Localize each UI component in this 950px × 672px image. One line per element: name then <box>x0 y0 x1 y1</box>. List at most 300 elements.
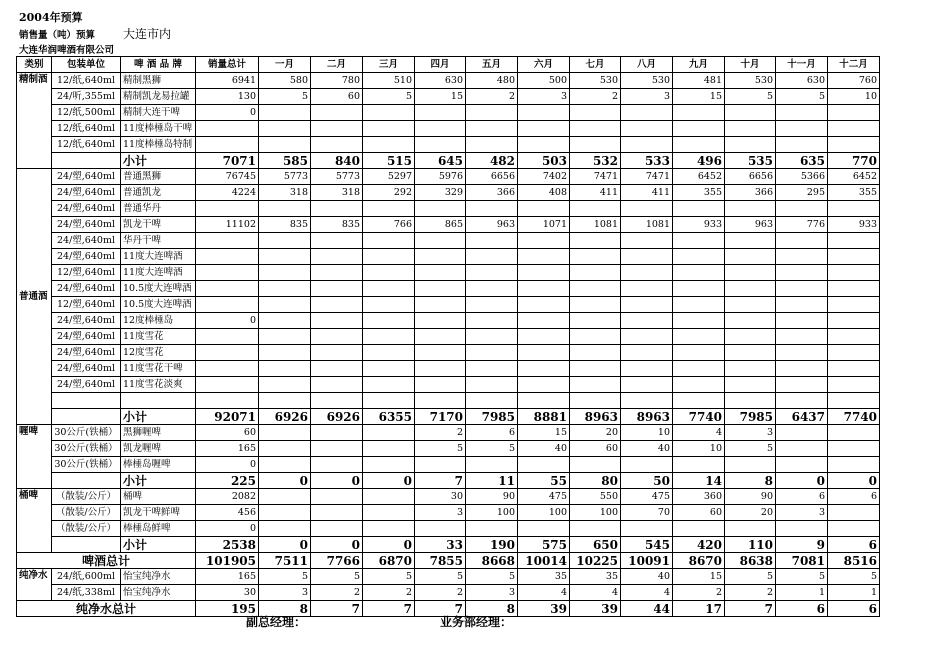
month-cell <box>466 377 518 393</box>
month-cell: 100 <box>570 505 621 521</box>
month-cell <box>673 329 725 345</box>
month-cell: 360 <box>673 489 725 505</box>
table-row <box>17 393 880 409</box>
month-cell: 5 <box>725 441 776 457</box>
month-cell: 3 <box>259 585 311 601</box>
month-cell <box>776 521 828 537</box>
table-row <box>17 281 880 297</box>
month-cell <box>466 105 518 121</box>
column-header: 啤 酒 品 牌 <box>121 57 196 73</box>
month-cell <box>828 297 880 313</box>
column-header: 八月 <box>621 57 673 73</box>
month-cell <box>725 377 776 393</box>
month-cell: 933 <box>673 217 725 233</box>
subtotal-month: 55 <box>518 473 570 489</box>
subtotal-month: 80 <box>570 473 621 489</box>
month-cell: 7402 <box>518 169 570 185</box>
month-cell <box>776 233 828 249</box>
column-header: 二月 <box>311 57 363 73</box>
subtotal-total: 92071 <box>196 409 259 425</box>
month-cell <box>776 313 828 329</box>
month-cell <box>621 345 673 361</box>
month-cell: 408 <box>518 185 570 201</box>
month-cell <box>725 313 776 329</box>
month-cell <box>570 265 621 281</box>
month-cell <box>570 457 621 473</box>
beer-total-month: 6870 <box>363 553 415 569</box>
month-cell: 60 <box>570 441 621 457</box>
month-cell: 776 <box>776 217 828 233</box>
month-cell: 5 <box>776 89 828 105</box>
table-row <box>17 361 880 377</box>
month-cell <box>259 281 311 297</box>
brand-cell: 10.5度大连啤酒 <box>121 297 196 313</box>
month-cell <box>415 361 466 377</box>
month-cell: 550 <box>570 489 621 505</box>
month-cell <box>363 265 415 281</box>
month-cell <box>621 105 673 121</box>
month-cell <box>311 457 363 473</box>
month-cell <box>466 297 518 313</box>
subtotal-month: 420 <box>673 537 725 553</box>
total-cell: 76745 <box>196 169 259 185</box>
month-cell <box>621 361 673 377</box>
month-cell <box>415 297 466 313</box>
table-row <box>17 585 880 601</box>
month-cell <box>828 249 880 265</box>
month-cell <box>518 297 570 313</box>
pack-unit-cell: 30公斤(铁桶） <box>52 457 121 473</box>
month-cell: 35 <box>570 569 621 585</box>
month-cell: 100 <box>518 505 570 521</box>
column-header: 十一月 <box>776 57 828 73</box>
month-cell: 5297 <box>363 169 415 185</box>
month-cell: 480 <box>466 73 518 89</box>
month-cell <box>673 249 725 265</box>
month-cell <box>673 457 725 473</box>
brand-cell: 12度雪花 <box>121 345 196 361</box>
month-cell <box>673 377 725 393</box>
brand-cell: 11度大连啤酒 <box>121 249 196 265</box>
water-total-month: 6 <box>776 601 828 617</box>
brand-cell: 凯龙干啤鲜啤 <box>121 505 196 521</box>
subtotal-label: 小计 <box>121 409 196 425</box>
month-cell: 2 <box>725 585 776 601</box>
column-header: 包装单位 <box>52 57 121 73</box>
month-cell <box>259 425 311 441</box>
month-cell <box>466 457 518 473</box>
table-row <box>17 489 880 505</box>
month-cell: 1 <box>776 585 828 601</box>
brand-cell: 华丹干啤 <box>121 233 196 249</box>
subtotal-row <box>17 409 880 425</box>
total-cell: 0 <box>196 521 259 537</box>
month-cell <box>311 377 363 393</box>
month-cell: 963 <box>466 217 518 233</box>
subtotal-month: 7985 <box>725 409 776 425</box>
total-cell <box>196 249 259 265</box>
month-cell: 40 <box>621 569 673 585</box>
water-total-month: 8 <box>259 601 311 617</box>
month-cell <box>415 393 466 409</box>
month-cell <box>518 265 570 281</box>
month-cell: 3 <box>466 585 518 601</box>
month-cell <box>415 521 466 537</box>
total-cell <box>196 137 259 153</box>
month-cell: 2 <box>363 585 415 601</box>
month-cell <box>363 377 415 393</box>
month-cell: 933 <box>828 217 880 233</box>
month-cell <box>466 393 518 409</box>
month-cell: 2 <box>311 585 363 601</box>
beer-total-month: 7766 <box>311 553 363 569</box>
brand-cell: 普通华丹 <box>121 201 196 217</box>
pack-unit-cell: 24/塑,640ml <box>52 201 121 217</box>
month-cell <box>621 233 673 249</box>
month-cell <box>570 233 621 249</box>
column-header: 三月 <box>363 57 415 73</box>
month-cell <box>776 361 828 377</box>
month-cell <box>518 361 570 377</box>
month-cell: 6656 <box>466 169 518 185</box>
subtotal-month: 6437 <box>776 409 828 425</box>
subtotal-total: 225 <box>196 473 259 489</box>
column-header: 七月 <box>570 57 621 73</box>
month-cell <box>311 425 363 441</box>
pack-unit-cell: 24/塑,640ml <box>52 281 121 297</box>
pack-unit-cell: 24/塑,640ml <box>52 313 121 329</box>
month-cell <box>518 457 570 473</box>
beer-total-month: 10014 <box>518 553 570 569</box>
water-total-month: 8 <box>466 601 518 617</box>
total-cell <box>196 297 259 313</box>
brand-cell: 精制凯龙易拉罐 <box>121 89 196 105</box>
total-cell: 130 <box>196 89 259 105</box>
total-cell <box>196 329 259 345</box>
subtotal-month: 0 <box>311 473 363 489</box>
total-cell <box>196 345 259 361</box>
month-cell: 580 <box>259 73 311 89</box>
month-cell <box>259 201 311 217</box>
month-cell: 5 <box>259 569 311 585</box>
table-row <box>17 137 880 153</box>
dept-manager-signature-label: 业务部经理： <box>440 615 513 629</box>
month-cell <box>776 137 828 153</box>
month-cell <box>570 345 621 361</box>
month-cell <box>621 521 673 537</box>
month-cell <box>776 249 828 265</box>
total-cell <box>196 393 259 409</box>
month-cell <box>828 377 880 393</box>
month-cell <box>621 297 673 313</box>
month-cell <box>518 233 570 249</box>
subtotal-month: 535 <box>725 153 776 169</box>
subtotal-month: 0 <box>311 537 363 553</box>
subtotal-month: 6926 <box>259 409 311 425</box>
month-cell <box>673 281 725 297</box>
month-cell: 5 <box>415 441 466 457</box>
month-cell <box>725 345 776 361</box>
month-cell <box>415 329 466 345</box>
subtotal-month: 6355 <box>363 409 415 425</box>
month-cell <box>776 201 828 217</box>
total-cell <box>196 233 259 249</box>
pack-unit-cell: 24/纸,338ml <box>52 585 121 601</box>
month-cell <box>621 265 673 281</box>
month-cell <box>415 345 466 361</box>
month-cell: 90 <box>725 489 776 505</box>
subtotal-month: 503 <box>518 153 570 169</box>
total-cell: 2082 <box>196 489 259 505</box>
month-cell <box>363 361 415 377</box>
month-cell: 475 <box>518 489 570 505</box>
table-row <box>17 73 880 89</box>
brand-cell <box>121 393 196 409</box>
month-cell <box>415 201 466 217</box>
unit-line: 销售量（吨）预算 <box>19 30 96 41</box>
month-cell <box>518 105 570 121</box>
month-cell <box>673 121 725 137</box>
subtotal-month: 515 <box>363 153 415 169</box>
month-cell <box>621 377 673 393</box>
water-total-month: 44 <box>621 601 673 617</box>
month-cell <box>311 345 363 361</box>
subtotal-month: 532 <box>570 153 621 169</box>
month-cell <box>259 361 311 377</box>
month-cell: 865 <box>415 217 466 233</box>
month-cell: 5 <box>776 569 828 585</box>
month-cell <box>673 105 725 121</box>
beer-total-label: 啤酒总计 <box>17 553 196 569</box>
subtotal-month: 9 <box>776 537 828 553</box>
subtotal-month: 50 <box>621 473 673 489</box>
subtotal-month: 585 <box>259 153 311 169</box>
month-cell: 835 <box>311 217 363 233</box>
subtotal-month: 6926 <box>311 409 363 425</box>
month-cell <box>415 105 466 121</box>
month-cell <box>311 313 363 329</box>
total-cell: 0 <box>196 105 259 121</box>
month-cell <box>518 329 570 345</box>
pack-unit-cell: 24/塑,640ml <box>52 169 121 185</box>
month-cell: 10 <box>828 89 880 105</box>
month-cell: 5366 <box>776 169 828 185</box>
table-row <box>17 249 880 265</box>
table-row <box>17 457 880 473</box>
brand-cell: 11度雪花淡爽 <box>121 377 196 393</box>
brand-cell: 凯龙干啤 <box>121 217 196 233</box>
total-cell: 456 <box>196 505 259 521</box>
month-cell <box>776 441 828 457</box>
month-cell <box>621 313 673 329</box>
empty-cell <box>52 409 121 425</box>
total-cell <box>196 377 259 393</box>
subtotal-month: 7170 <box>415 409 466 425</box>
month-cell: 6 <box>776 489 828 505</box>
month-cell <box>776 457 828 473</box>
month-cell: 5773 <box>311 169 363 185</box>
month-cell <box>363 121 415 137</box>
total-cell: 165 <box>196 441 259 457</box>
month-cell <box>725 233 776 249</box>
total-cell <box>196 361 259 377</box>
month-cell <box>259 105 311 121</box>
subtotal-label: 小计 <box>121 537 196 553</box>
month-cell <box>570 329 621 345</box>
water-total-month: 17 <box>673 601 725 617</box>
month-cell <box>621 121 673 137</box>
month-cell <box>570 249 621 265</box>
table-row <box>17 169 880 185</box>
month-cell: 5 <box>466 569 518 585</box>
month-cell <box>570 281 621 297</box>
month-cell: 292 <box>363 185 415 201</box>
beer-total-month: 7511 <box>259 553 311 569</box>
month-cell <box>259 521 311 537</box>
pack-unit-cell: 24/塑,640ml <box>52 217 121 233</box>
month-cell <box>725 457 776 473</box>
month-cell <box>828 121 880 137</box>
water-total-month: 7 <box>415 601 466 617</box>
subtotal-month: 545 <box>621 537 673 553</box>
month-cell <box>518 121 570 137</box>
month-cell <box>518 345 570 361</box>
pack-unit-cell: 30公斤(铁桶） <box>52 441 121 457</box>
subtotal-month: 0 <box>363 537 415 553</box>
pack-unit-cell: 24/塑,640ml <box>52 329 121 345</box>
pack-unit-cell: 24/塑,640ml <box>52 233 121 249</box>
month-cell: 295 <box>776 185 828 201</box>
total-cell: 4224 <box>196 185 259 201</box>
water-total-month: 7 <box>725 601 776 617</box>
subtotal-month: 0 <box>776 473 828 489</box>
month-cell <box>415 137 466 153</box>
subtotal-row <box>17 537 880 553</box>
month-cell <box>570 105 621 121</box>
month-cell <box>363 281 415 297</box>
month-cell <box>259 345 311 361</box>
month-cell <box>259 233 311 249</box>
subtotal-month: 533 <box>621 153 673 169</box>
month-cell <box>363 505 415 521</box>
month-cell <box>259 313 311 329</box>
table-row <box>17 505 880 521</box>
brand-cell: 精制大连干啤 <box>121 105 196 121</box>
month-cell: 6 <box>466 425 518 441</box>
table-row <box>17 345 880 361</box>
month-cell <box>673 521 725 537</box>
month-cell <box>518 313 570 329</box>
beer-total-month: 10091 <box>621 553 673 569</box>
month-cell <box>466 233 518 249</box>
total-cell <box>196 121 259 137</box>
month-cell: 3 <box>518 89 570 105</box>
month-cell <box>363 425 415 441</box>
month-cell: 5 <box>363 89 415 105</box>
month-cell: 475 <box>621 489 673 505</box>
table-row <box>17 313 880 329</box>
column-header: 九月 <box>673 57 725 73</box>
pack-unit-cell: （散装/公斤） <box>52 489 121 505</box>
beer-total-month: 8668 <box>466 553 518 569</box>
month-cell: 2 <box>415 585 466 601</box>
month-cell <box>363 201 415 217</box>
subtotal-month: 8 <box>725 473 776 489</box>
month-cell <box>725 521 776 537</box>
subtotal-month: 110 <box>725 537 776 553</box>
pack-unit-cell: 24/塑,640ml <box>52 345 121 361</box>
beer-total-row <box>17 553 880 569</box>
month-cell <box>673 313 725 329</box>
month-cell <box>828 505 880 521</box>
month-cell: 7471 <box>570 169 621 185</box>
month-cell: 2 <box>673 585 725 601</box>
subtotal-total: 2538 <box>196 537 259 553</box>
month-cell: 3 <box>725 425 776 441</box>
month-cell <box>725 121 776 137</box>
table-row <box>17 441 880 457</box>
table-row <box>17 105 880 121</box>
month-cell <box>828 521 880 537</box>
month-cell <box>466 281 518 297</box>
pack-unit-cell: 12/塑,640ml <box>52 265 121 281</box>
subtotal-month: 840 <box>311 153 363 169</box>
water-total-month: 7 <box>363 601 415 617</box>
month-cell <box>828 329 880 345</box>
month-cell: 5 <box>725 89 776 105</box>
brand-cell: 怡宝纯净水 <box>121 585 196 601</box>
month-cell <box>363 393 415 409</box>
month-cell: 630 <box>415 73 466 89</box>
month-cell: 318 <box>259 185 311 201</box>
subtotal-month: 7 <box>415 473 466 489</box>
month-cell <box>673 361 725 377</box>
month-cell: 3 <box>415 505 466 521</box>
month-cell <box>311 137 363 153</box>
month-cell <box>725 297 776 313</box>
beer-total-month: 8516 <box>828 553 880 569</box>
month-cell <box>828 441 880 457</box>
month-cell <box>466 265 518 281</box>
total-cell: 30 <box>196 585 259 601</box>
brand-cell: 棒棰岛鲜啤 <box>121 521 196 537</box>
month-cell <box>259 297 311 313</box>
month-cell <box>259 249 311 265</box>
subtotal-month: 11 <box>466 473 518 489</box>
month-cell: 15 <box>518 425 570 441</box>
month-cell: 6452 <box>673 169 725 185</box>
pack-unit-cell: 24/听,355ml <box>52 89 121 105</box>
month-cell <box>415 233 466 249</box>
total-cell <box>196 201 259 217</box>
month-cell <box>311 521 363 537</box>
month-cell <box>415 249 466 265</box>
month-cell <box>570 393 621 409</box>
month-cell: 70 <box>621 505 673 521</box>
category-cell: 桶啤 <box>17 489 52 553</box>
month-cell <box>725 393 776 409</box>
month-cell <box>518 521 570 537</box>
total-cell: 165 <box>196 569 259 585</box>
month-cell <box>363 313 415 329</box>
table-row <box>17 121 880 137</box>
subtotal-total: 7071 <box>196 153 259 169</box>
month-cell <box>776 265 828 281</box>
pack-unit-cell <box>52 393 121 409</box>
column-header: 销量总计 <box>196 57 259 73</box>
month-cell: 530 <box>570 73 621 89</box>
beer-total-value: 101905 <box>196 553 259 569</box>
